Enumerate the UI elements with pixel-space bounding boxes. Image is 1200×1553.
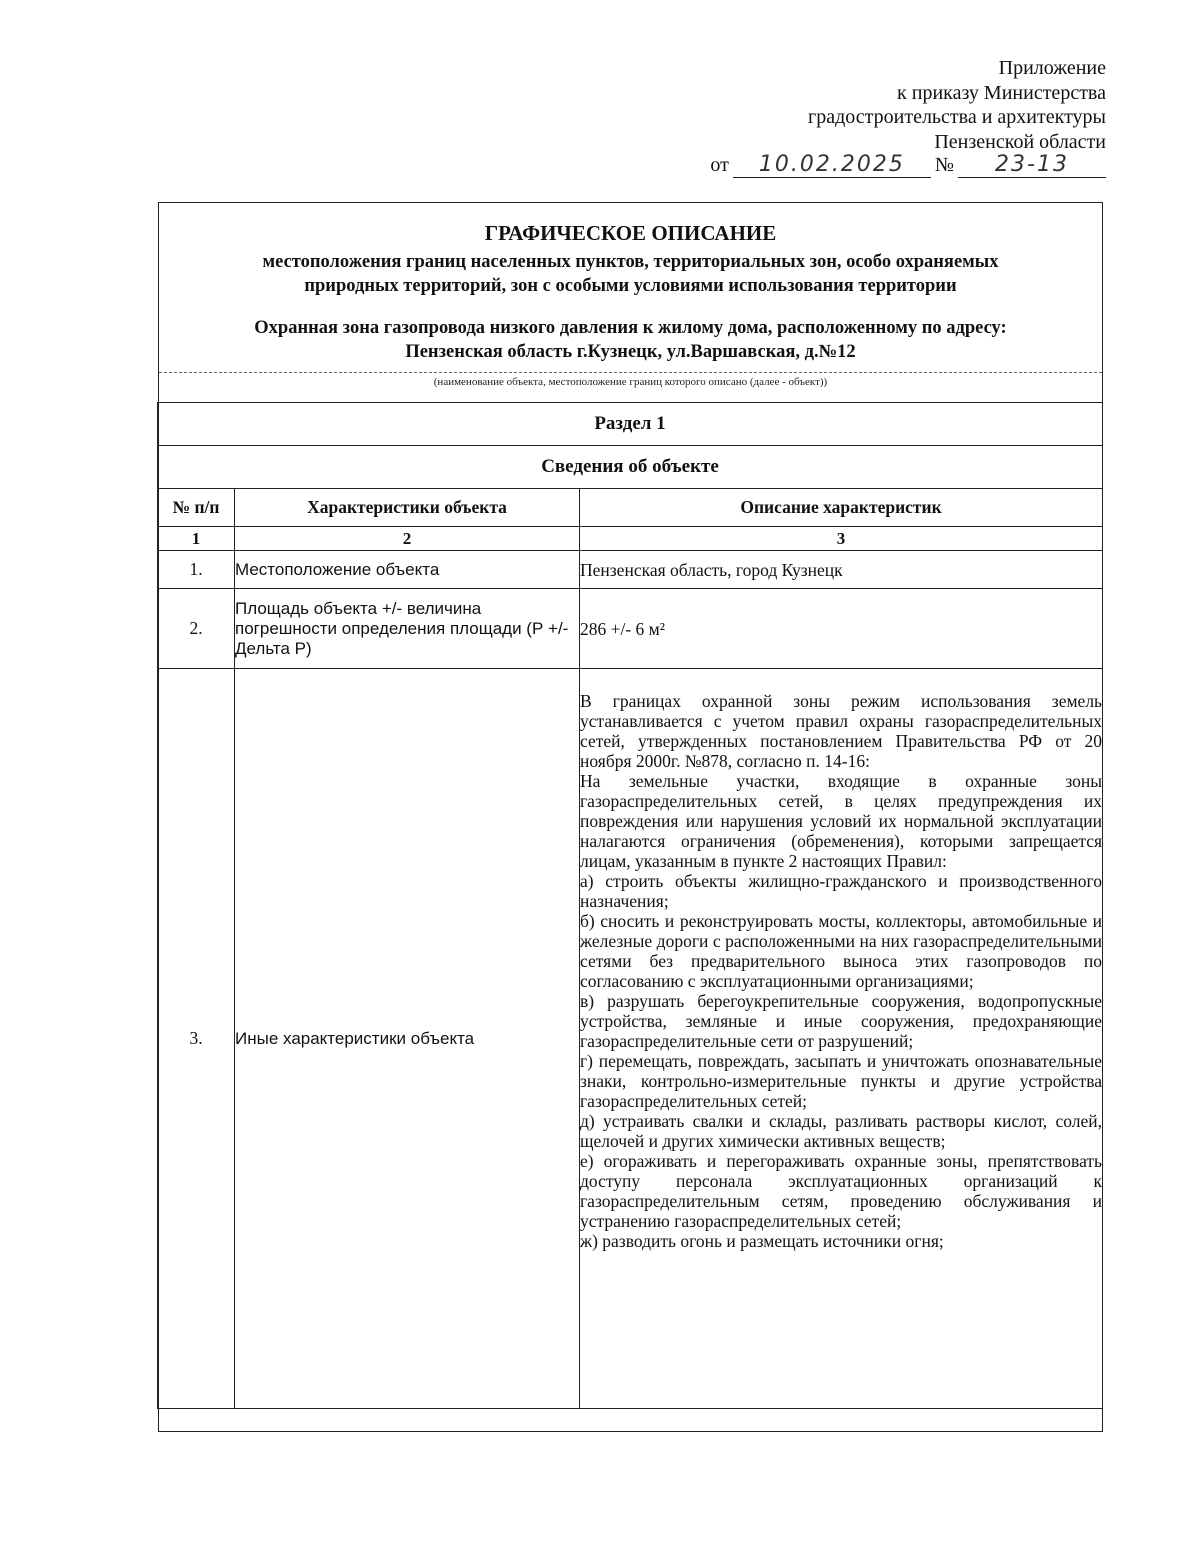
table-number-row bbox=[158, 527, 1103, 551]
appendix-line: Пензенской области bbox=[934, 130, 1106, 153]
document-frame bbox=[158, 202, 1103, 1432]
description-paragraph: На земельные участки, входящие в охранные зоны газораспределительных сетей, в целях предупреждения их повреждения или нарушения условий их нормальной эксплуатации налагаются ограничения (обременения), которыми запрещается лицам, указанным в пункте 2 настоящих Правил: bbox=[580, 771, 1103, 871]
from-label: от bbox=[710, 154, 729, 176]
description-paragraph: а) строить объекты жилищно-гражданского и производственного назначения; bbox=[580, 871, 1103, 911]
row-characteristic: Иные характеристики объекта bbox=[235, 669, 580, 1409]
column-number: 2 bbox=[235, 527, 580, 551]
document-heading bbox=[159, 203, 1102, 364]
row-characteristic: Местоположение объекта bbox=[235, 551, 580, 589]
description-paragraph: д) устраивать свалки и склады, разливать растворы кислот, солей, щелочей и других химически активных веществ; bbox=[580, 1111, 1103, 1151]
description-paragraph: В границах охранной зоны режим использования земель устанавливается с учетом правил охраны газораспределительных сетей, утвержденных постановлением Правительства РФ от 20 ноября 2000г. №878, согласно п. 14-16: bbox=[580, 691, 1103, 771]
table-row bbox=[158, 551, 1103, 589]
document-title: ГРАФИЧЕСКОЕ ОПИСАНИЕ bbox=[484, 221, 777, 245]
appendix-line: Приложение bbox=[998, 57, 1106, 79]
table-row bbox=[158, 589, 1103, 669]
row-number: 1. bbox=[158, 551, 235, 589]
caption-area bbox=[159, 372, 1102, 403]
description-paragraph: е) огораживать и перегораживать охранные зоны, препятствовать доступу персонала эксплуатационных организаций к газораспределительным сетям, проведению обслуживания и устранению газораспределительных сетей; bbox=[580, 1151, 1103, 1231]
section-title: Раздел 1 bbox=[158, 403, 1103, 446]
description-paragraph: г) перемещать, повреждать, засыпать и уничтожать опознавательные знаки, контрольно-измерительные пункты и другие устройства газораспределительных сетей; bbox=[580, 1051, 1103, 1111]
section-subtitle: Сведения об объекте bbox=[158, 446, 1103, 489]
characteristics-table bbox=[157, 402, 1103, 1409]
row-number: 2. bbox=[158, 589, 235, 669]
number-label: № bbox=[934, 154, 954, 176]
appendix-block bbox=[808, 56, 1106, 154]
appendix-line: к приказу Министерства bbox=[897, 81, 1106, 104]
handwritten-number: 23-13 bbox=[958, 152, 1106, 178]
header-cell: Описание характеристик bbox=[580, 489, 1103, 527]
table-header-row bbox=[158, 489, 1103, 527]
row-description: 286 +/- 6 м² bbox=[580, 589, 1103, 669]
appendix-line: градостроительства и архитектуры bbox=[808, 106, 1106, 128]
column-number: 3 bbox=[580, 527, 1103, 551]
row-description bbox=[580, 669, 1103, 1409]
row-description: Пензенская область, город Кузнецк bbox=[580, 551, 1103, 589]
table-row bbox=[158, 669, 1103, 1409]
header-cell: № п/п bbox=[158, 489, 235, 527]
handwritten-date: 10.02.2025 bbox=[733, 152, 931, 178]
description-paragraph: ж) разводить огонь и размещать источники огня; bbox=[580, 1231, 944, 1251]
column-number: 1 bbox=[158, 527, 235, 551]
row-number: 3. bbox=[158, 669, 235, 1409]
order-reference bbox=[710, 152, 1106, 178]
row-characteristic: Площадь объекта +/- величина погрешности определения площади (Р +/- Дельта Р) bbox=[235, 589, 580, 669]
header-cell: Характеристики объекта bbox=[235, 489, 580, 527]
description-paragraph: в) разрушать берегоукрепительные сооружения, водопропускные устройства, земляные и иные сооружения, предохраняющие газораспределительные сети от разрушений; bbox=[580, 991, 1103, 1051]
object-name-line: Охранная зона газопровода низкого давления к жилому дома, расположенному по адресу: bbox=[254, 318, 1007, 338]
subtitle-line: природных территорий, зон с особыми условиями использования территории bbox=[304, 276, 957, 296]
object-address-line: Пензенская область г.Кузнецк, ул.Варшавская, д.№12 bbox=[405, 342, 856, 362]
object-caption: (наименование объекта, местоположение границ которого описано (далее - объект)) bbox=[433, 376, 828, 388]
subtitle-line: местоположения границ населенных пунктов, территориальных зон, особо охраняемых bbox=[262, 252, 999, 272]
description-paragraph: б) сносить и реконструировать мосты, коллекторы, автомобильные и железные дороги с расположенными на них газораспределительными сетями без предварительного выноса этих газопроводов по согласованию с эксплуатационными организациями; bbox=[580, 911, 1103, 991]
